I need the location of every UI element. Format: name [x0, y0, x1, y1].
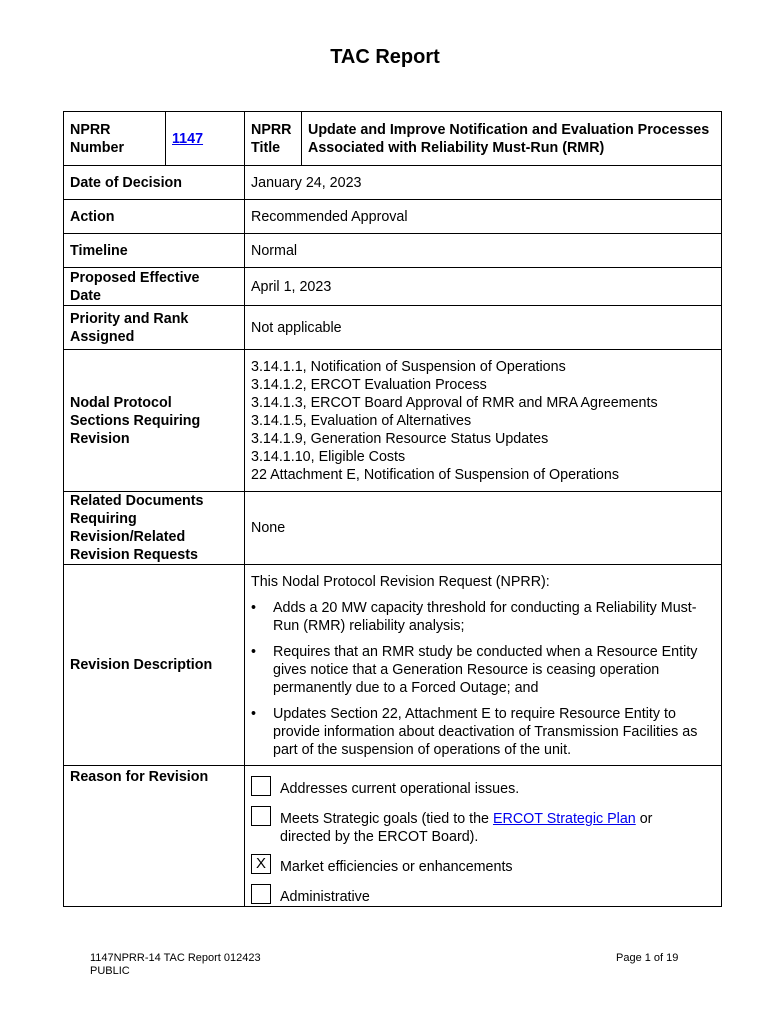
revision-description-intro: This Nodal Protocol Revision Request (NPRR): — [251, 574, 550, 590]
checkbox[interactable]: X — [251, 854, 271, 874]
table-row — [64, 306, 722, 350]
reason-option-text: Addresses current operational issues. — [280, 781, 520, 797]
description-bullet-text: Adds a 20 MW capacity threshold for conducting a Reliability Must-Run (RMR) reliability analysis; — [273, 600, 697, 634]
report-title: TAC Report — [330, 46, 440, 68]
description-bullet-text: Updates Section 22, Attachment E to require Resource Entity to provide information about deactivation of Transmission Facilities as part of the suspension of operations of the unit. — [273, 706, 698, 758]
bullet-icon: • — [251, 706, 257, 722]
date-of-decision-label: Date of Decision — [64, 166, 245, 200]
related-docs-label: Related Documents Requiring Revision/Related Revision Requests — [64, 492, 245, 565]
timeline-label: Timeline — [64, 234, 245, 268]
reason-option — [251, 888, 691, 906]
reason-text-after: or directed by the ERCOT Board). — [280, 811, 653, 845]
section-item: 3.14.1.3, ERCOT Board Approval of RMR and MRA Agreements — [251, 394, 658, 411]
timeline-value: Normal — [245, 234, 722, 268]
ercot-strategic-plan-link[interactable]: ERCOT Strategic Plan — [492, 811, 636, 827]
header-row — [64, 112, 722, 166]
description-bullet — [251, 643, 707, 697]
description-bullet-text: Requires that an RMR study be conducted when a Resource Entity gives notice that a Generation Resource is ceasing operation permanently due to a Forced Outage; and — [273, 644, 698, 696]
effective-date-value: April 1, 2023 — [245, 268, 722, 306]
footer-left — [90, 952, 261, 978]
table-row — [64, 166, 722, 200]
checkbox[interactable] — [251, 884, 271, 904]
footer-page-number: Page 1 of 19 — [616, 952, 679, 964]
nprr-number-link[interactable]: 1147 — [172, 130, 204, 147]
description-bullet — [251, 705, 707, 759]
sections-items — [251, 358, 715, 484]
reason-text-before: Meets Strategic goals (tied to the — [280, 811, 493, 827]
checkbox[interactable] — [251, 776, 271, 796]
reason-options — [245, 766, 722, 907]
section-item: 3.14.1.5, Evaluation of Alternatives — [251, 412, 472, 429]
section-item: 3.14.1.10, Eligible Costs — [251, 448, 406, 465]
table-row — [64, 350, 722, 492]
nprr-title: Update and Improve Notification and Evaluation Processes Associated with Reliability Must-Run (RMR) — [302, 112, 722, 166]
revision-description-bullets — [251, 599, 707, 759]
table-row — [64, 492, 722, 565]
footer-doc-id: 1147NPRR-14 TAC Report 012423 — [90, 952, 261, 964]
section-item: 22 Attachment E, Notification of Suspension of Operations — [251, 466, 619, 483]
bullet-icon: • — [251, 600, 257, 616]
action-value: Recommended Approval — [245, 200, 722, 234]
table-row — [64, 200, 722, 234]
table-row — [64, 234, 722, 268]
revision-description-label: Revision Description — [64, 565, 245, 766]
bullet-icon: • — [251, 644, 257, 660]
sections-list — [245, 350, 722, 492]
action-label: Action — [64, 200, 245, 234]
related-docs-value: None — [245, 492, 722, 565]
nprr-number-cell — [166, 112, 245, 166]
reason-option-text: Administrative — [280, 889, 370, 905]
reason-option — [251, 855, 691, 876]
sections-label: Nodal Protocol Sections Requiring Revision — [64, 350, 245, 492]
reason-option-text: Market efficiencies or enhancements — [280, 859, 513, 875]
table-row — [64, 268, 722, 306]
reason-option — [251, 780, 691, 798]
table-row — [64, 766, 722, 907]
report-table — [63, 111, 722, 907]
date-of-decision-value: January 24, 2023 — [245, 166, 722, 200]
section-item: 3.14.1.9, Generation Resource Status Updates — [251, 430, 549, 447]
description-bullet — [251, 599, 707, 635]
checkbox[interactable] — [251, 806, 271, 826]
effective-date-label: Proposed Effective Date — [64, 268, 245, 306]
reason-option-text — [280, 810, 691, 846]
section-item: 3.14.1.1, Notification of Suspension of Operations — [251, 358, 566, 375]
section-item: 3.14.1.2, ERCOT Evaluation Process — [251, 376, 487, 393]
priority-value: Not applicable — [245, 306, 722, 350]
revision-description-cell — [245, 565, 722, 766]
reason-option — [251, 810, 691, 846]
table-row — [64, 565, 722, 766]
priority-label: Priority and Rank Assigned — [64, 306, 245, 350]
nprr-number-label: NPRR Number — [64, 112, 166, 166]
reason-label: Reason for Revision — [64, 766, 245, 907]
nprr-title-label: NPRR Title — [245, 112, 302, 166]
footer-classification: PUBLIC — [90, 965, 130, 977]
